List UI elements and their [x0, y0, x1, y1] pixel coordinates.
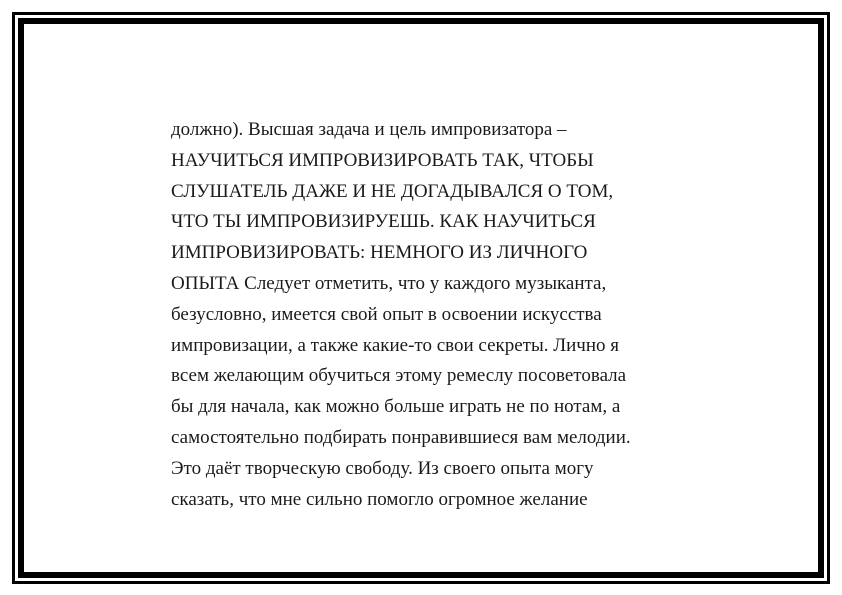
text-line: ИМПРОВИЗИРОВАТЬ: НЕМНОГО ИЗ ЛИЧНОГО: [171, 242, 588, 264]
text-line: Это даёт творческую свободу. Из своего опыта могу: [171, 457, 594, 479]
text-line: импровизации, а также какие-то свои секреты. Лично я: [171, 334, 620, 356]
text-line: СЛУШАТЕЛЬ ДАЖЕ И НЕ ДОГАДЫВАЛСЯ О ТОМ,: [171, 180, 614, 202]
text-line: НАУЧИТЬСЯ ИМПРОВИЗИРОВАТЬ ТАК, ЧТОБЫ: [171, 149, 594, 171]
text-line: сказать, что мне сильно помогло огромное желание: [171, 488, 588, 510]
text-line: всем желающим обучиться этому ремеслу посоветовала: [171, 365, 627, 387]
text-line: ЧТО ТЫ ИМПРОВИЗИРУЕШЬ. КАК НАУЧИТЬСЯ: [171, 211, 596, 233]
text-line: ОПЫТА Следует отметить, что у каждого музыканта,: [171, 272, 607, 294]
text-line: самостоятельно подбирать понравившиеся вам мелодии.: [171, 426, 631, 448]
text-line: бы для начала, как можно больше играть не по нотам, а: [171, 396, 621, 418]
text-line: должно). Высшая задача и цель импровизатора –: [171, 119, 567, 140]
text-line: безусловно, имеется свой опыт в освоении искусства: [171, 303, 602, 325]
body-text: [171, 115, 711, 515]
